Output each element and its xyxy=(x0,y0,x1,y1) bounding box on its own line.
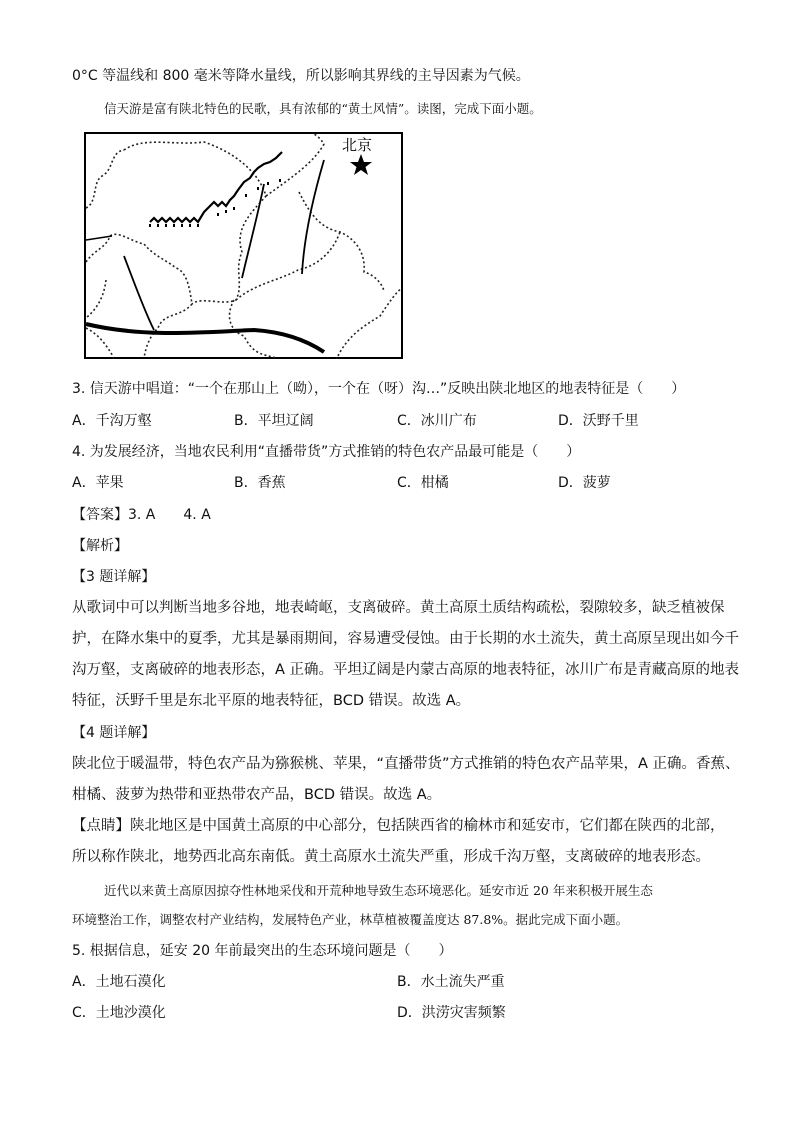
detail-4-line: 柑橘、菠萝为热带和亚热带农产品，BCD 错误。故选 A。 xyxy=(72,787,442,803)
q5-option-a[interactable]: A．土地石漠化 xyxy=(72,974,166,990)
q3-option-a[interactable]: A．千沟万壑 xyxy=(72,413,152,429)
passage-2-line: 近代以来黄土高原因掠夺性林地采伐和开荒种地导致生态环境恶化。延安市近 20 年来积极开展生态 xyxy=(104,883,653,898)
q4-option-c[interactable]: C．柑橘 xyxy=(397,475,449,491)
dianjing-line-2: 所以称作陕北，地势西北高东南低。黄土高原水土流失严重，形成千沟万壑，支离破碎的地表形态。 xyxy=(72,849,710,865)
loess-plateau-map xyxy=(84,132,403,359)
detail-4-tag: 【4 题详解】 xyxy=(72,725,156,741)
answer-tag: 【答案】 xyxy=(72,507,128,523)
q5-option-c[interactable]: C．土地沙漠化 xyxy=(72,1005,166,1021)
answer-text: 3. A 4. A xyxy=(128,507,211,523)
q4-option-b[interactable]: B．香蕉 xyxy=(234,475,286,491)
dianjing-text: 陕北地区是中国黄土高原的中心部分，包括陕西省的榆林市和延安市，它们都在陕西的北部， xyxy=(130,818,725,834)
dianjing-tag: 【点睛】 xyxy=(72,818,130,834)
beijing-label: 北京 xyxy=(342,136,373,154)
detail-3-line: 从歌词中可以判断当地多谷地，地表崎岖，支离破碎。黄土高原土质结构疏松，裂隙较多，缺乏植被保 xyxy=(72,600,725,616)
passage-1: 信天游是富有陕北特色的民歌，具有浓郁的“黄土风情”。读图，完成下面小题。 xyxy=(104,101,542,116)
q5-option-b[interactable]: B．水土流失严重 xyxy=(397,974,505,990)
analysis-tag: 【解析】 xyxy=(72,538,128,554)
detail-4-line: 陕北位于暖温带，特色农产品为猕猴桃、苹果，“直播带货”方式推销的特色农产品苹果，A 正确。香蕉、 xyxy=(72,756,740,772)
intro-line: 0°C 等温线和 800 毫米等降水量线，所以影响其界线的主导因素为气候。 xyxy=(72,68,530,84)
answer-line xyxy=(72,505,211,525)
q4-option-a[interactable]: A．苹果 xyxy=(72,475,124,491)
q5-stem: 5. 根据信息，延安 20 年前最突出的生态环境问题是（ ） xyxy=(72,943,453,959)
q3-stem: 3. 信天游中唱道：“一个在那山上（呦），一个在（呀）沟…”反映出陕北地区的地表特征是（ ） xyxy=(72,381,686,397)
q3-option-c[interactable]: C．冰川广布 xyxy=(397,413,477,429)
detail-3-line: 护，在降水集中的夏季，尤其是暴雨期间，容易遭受侵蚀。由于长期的水土流失，黄土高原呈现出如今千 xyxy=(72,631,739,647)
q3-option-d[interactable]: D．沃野千里 xyxy=(558,413,639,429)
q5-option-d[interactable]: D．洪涝灾害频繁 xyxy=(397,1005,506,1021)
q3-option-b[interactable]: B．平坦辽阔 xyxy=(234,413,314,429)
dianjing-line xyxy=(72,816,725,836)
detail-3-tag: 【3 题详解】 xyxy=(72,569,156,585)
detail-3-line: 特征，沃野千里是东北平原的地表特征，BCD 错误。故选 A。 xyxy=(72,693,471,709)
q4-stem: 4. 为发展经济，当地农民利用“直播带货”方式推销的特色农产品最可能是（ ） xyxy=(72,444,581,460)
q4-option-d[interactable]: D．菠萝 xyxy=(558,475,611,491)
detail-3-line: 沟万壑，支离破碎的地表形态，A 正确。平坦辽阔是内蒙古高原的地表特征，冰川广布是青藏高原的地表 xyxy=(72,662,740,678)
passage-2-line: 环境整治工作，调整农村产业结构，发展特色产业，林草植被覆盖度达 87.8%。据此完成下面小题。 xyxy=(72,912,629,927)
